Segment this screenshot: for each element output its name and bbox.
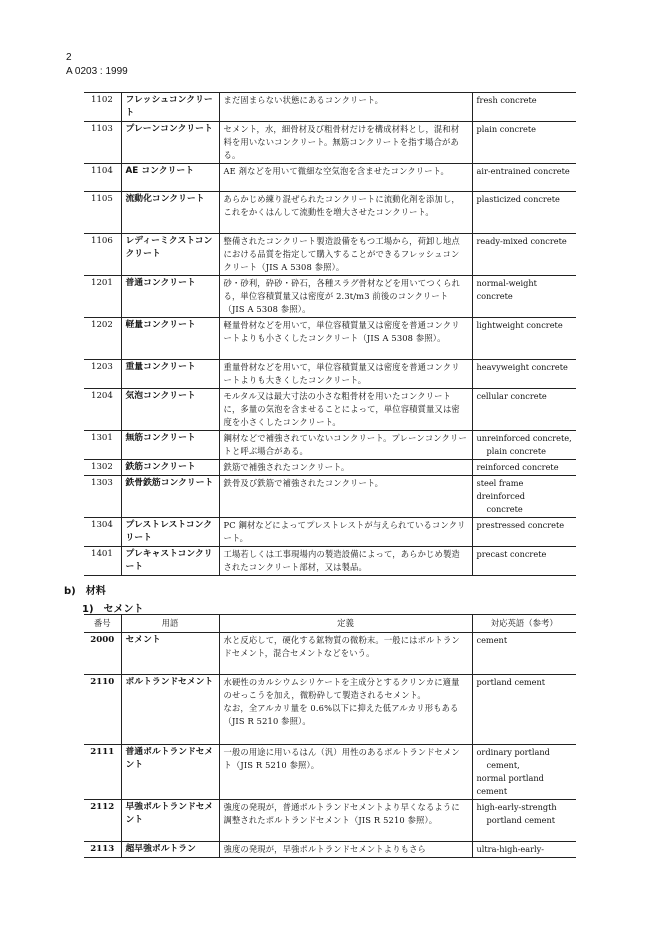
english-line: plain concrete — [476, 124, 537, 134]
term-number: 1401 — [91, 549, 113, 559]
term-english — [472, 93, 576, 122]
section-b-heading: b) 材料 — [64, 586, 106, 597]
english-line: plain concrete — [486, 446, 547, 456]
term-definition: 重量骨材などを用いて，単位容積質量又は密度を普通コンクリートよりも大きくしたコンクリート。 — [219, 360, 472, 389]
term-number: 2111 — [90, 747, 115, 757]
term-definition: PC 鋼材などによってプレストレストが与えられているコンクリート。 — [219, 518, 472, 547]
english-line: precast concrete — [476, 549, 547, 559]
table-row — [84, 460, 576, 476]
term-name: ポルトランドセメント — [121, 675, 219, 745]
term-name: 重量コンクリート — [121, 360, 219, 389]
term-definition — [219, 633, 472, 675]
english-line: ordinary portland — [476, 747, 550, 757]
term-english — [472, 192, 576, 234]
term-number: 1204 — [91, 391, 113, 401]
term-number: 1106 — [91, 236, 113, 246]
term-name: 流動化コンクリート — [121, 192, 219, 234]
term-name: プレキャストコンクリート — [121, 547, 219, 576]
term-name: プレストレストコンクリート — [121, 518, 219, 547]
term-number: 1304 — [91, 520, 113, 530]
english-line: prestressed concrete — [476, 520, 565, 530]
term-definition: 鋼材などで補強されていないコンクリート。プレーンコンクリートと呼ぶ場合がある。 — [219, 431, 472, 460]
concrete-terms-table — [84, 92, 576, 576]
term-number: 1102 — [91, 95, 113, 105]
term-definition: セメント，水，細骨材及び粗骨材だけを構成材料とし，混和材料を用いないコンクリート。無筋コンクリートを指す場合がある。 — [219, 122, 472, 164]
table-row — [84, 518, 576, 547]
term-name: 軽量コンクリート — [121, 318, 219, 360]
table-header-row — [84, 615, 576, 633]
term-number: 1303 — [91, 478, 113, 488]
term-number: 2000 — [90, 635, 115, 645]
term-definition: あらかじめ練り混ぜられたコンクリートに流動化剤を添加し，これをかくはんして流動性を増大させたコンクリート。 — [219, 192, 472, 234]
term-english — [472, 431, 576, 460]
term-english — [472, 476, 576, 518]
table-row — [84, 547, 576, 576]
term-english — [472, 518, 576, 547]
term-name: フレッシュコンクリート — [121, 93, 219, 122]
english-line: ready-mixed concrete — [476, 236, 567, 246]
term-definition: モルタル又は最大寸法の小さな粗骨材を用いたコンクリートに，多量の気泡を含ませることによって，単位容積質量又は密度を小さくしたコンクリート。 — [219, 389, 472, 431]
cement-terms-table — [84, 614, 576, 858]
english-line: reinforced concrete — [476, 462, 559, 472]
term-english — [472, 547, 576, 576]
english-line: high-early-strength — [476, 802, 557, 812]
english-line: concrete — [486, 504, 523, 514]
term-definition: 工場若しくは工事現場内の製造設備によって，あらかじめ製造されたコンクリート部材，又は製品。 — [219, 547, 472, 576]
header-number: 番号 — [93, 618, 111, 628]
english-line: heavyweight concrete — [476, 362, 568, 372]
term-definition — [219, 675, 472, 745]
english-line: lightweight concrete — [476, 320, 563, 330]
term-definition: 整備されたコンクリート製造設備をもつ工場から，荷卸し地点における品質を指定して購入することができるフレッシュコンクリート（JIS A 5308 参照）。 — [219, 234, 472, 276]
term-number: 1302 — [91, 462, 113, 472]
header-english: 対応英語（参考） — [472, 615, 576, 633]
english-line: air-entrained concrete — [476, 166, 570, 176]
english-line: cellular concrete — [476, 391, 547, 401]
term-english — [472, 633, 576, 675]
term-name: 普通ポルトランドセメント — [121, 745, 219, 800]
english-line: plasticized concrete — [476, 194, 560, 204]
term-number: 2112 — [90, 802, 115, 812]
term-english — [472, 800, 576, 842]
english-line: ultra-high-early- — [476, 844, 545, 854]
english-line: portland cement — [476, 677, 546, 687]
table-row — [84, 745, 576, 800]
term-english — [472, 122, 576, 164]
term-number: 1202 — [91, 320, 113, 330]
document-id: A 0203 : 1999 — [66, 66, 128, 77]
table-row — [84, 633, 576, 675]
table-row — [84, 192, 576, 234]
definition-paragraph: 強度の発現が，早強ポルトランドセメントよりもさら — [223, 844, 426, 854]
table-row — [84, 93, 576, 122]
table-row — [84, 389, 576, 431]
english-line: cement, — [486, 760, 520, 770]
term-number: 1203 — [91, 362, 113, 372]
term-name: セメント — [121, 633, 219, 675]
definition-paragraph: なお，全アルカリ量を 0.6%以下に抑えた低アルカリ形もある（JIS R 5210 参照）。 — [223, 703, 459, 726]
table-row — [84, 842, 576, 858]
term-english — [472, 842, 576, 858]
term-name: レディーミクストコンクリート — [121, 234, 219, 276]
term-english — [472, 389, 576, 431]
header-definition: 定義 — [219, 615, 472, 633]
table-row — [84, 318, 576, 360]
term-name: 無筋コンクリート — [121, 431, 219, 460]
term-name: AE コンクリート — [121, 164, 219, 192]
term-number: 2113 — [90, 844, 115, 854]
term-name: 早強ポルトランドセメント — [121, 800, 219, 842]
term-english — [472, 745, 576, 800]
definition-paragraph: 強度の発現が，普通ポルトランドセメントより早くなるように調整されたポルトランドセメント（JIS R 5210 参照）。 — [223, 802, 460, 825]
term-name: 鉄骨鉄筋コンクリート — [121, 476, 219, 518]
page-number: 2 — [66, 52, 72, 63]
term-english — [472, 164, 576, 192]
table-row — [84, 164, 576, 192]
english-line: cement — [476, 635, 508, 645]
term-definition — [219, 842, 472, 858]
term-definition — [219, 800, 472, 842]
english-line: steel frame dreinforced — [476, 478, 525, 501]
english-line: unreinforced concrete, — [476, 433, 572, 443]
term-definition — [219, 745, 472, 800]
header-term: 用語 — [121, 615, 219, 633]
english-line: portland cement — [486, 815, 556, 825]
term-name: 気泡コンクリート — [121, 389, 219, 431]
term-name: 普通コンクリート — [121, 276, 219, 318]
table-row — [84, 276, 576, 318]
term-definition: 軽量骨材などを用いて，単位容積質量又は密度を普通コンクリートよりも小さくしたコンクリート（JIS A 5308 参照）。 — [219, 318, 472, 360]
term-name: 鉄筋コンクリート — [121, 460, 219, 476]
table-row — [84, 431, 576, 460]
table-row — [84, 675, 576, 745]
term-name: 超早強ポルトラン — [121, 842, 219, 858]
english-line: normal portland cement — [476, 773, 544, 796]
term-number: 1103 — [91, 124, 113, 134]
term-english — [472, 675, 576, 745]
term-definition: AE 剤などを用いて微細な空気泡を含ませたコンクリート。 — [219, 164, 472, 192]
term-definition: 鉄骨及び鉄筋で補強されたコンクリート。 — [219, 476, 472, 518]
term-definition: 鉄筋で補強されたコンクリート。 — [219, 460, 472, 476]
table-row — [84, 234, 576, 276]
term-number: 2110 — [90, 677, 115, 687]
definition-paragraph: 水硬性のカルシウムシリケートを主成分とするクリンカに適量のせっこうを加え，微粉砕して製造されるセメント。 — [223, 677, 460, 700]
section-cement-heading: 1) セメント — [82, 604, 144, 615]
term-name: プレーンコンクリート — [121, 122, 219, 164]
term-definition: まだ固まらない状態にあるコンクリート。 — [219, 93, 472, 122]
term-number: 1105 — [91, 194, 113, 204]
term-english — [472, 276, 576, 318]
table-row — [84, 800, 576, 842]
term-english — [472, 460, 576, 476]
table-row — [84, 360, 576, 389]
term-number: 1301 — [91, 433, 113, 443]
table-row — [84, 476, 576, 518]
term-definition: 砂・砂利，砕砂・砕石，各種スラグ骨材などを用いてつくられる，単位容積質量又は密度が 2.3t/m3 前後のコンクリート（JIS A 5308 参照）。 — [219, 276, 472, 318]
term-number: 1201 — [91, 278, 113, 288]
english-line: fresh concrete — [476, 95, 537, 105]
term-english — [472, 234, 576, 276]
definition-paragraph: 一般の用途に用いるはん（汎）用性のあるポルトランドセメント（JIS R 5210 参照）。 — [223, 747, 460, 770]
table-row — [84, 122, 576, 164]
term-number: 1104 — [91, 166, 113, 176]
term-english — [472, 360, 576, 389]
definition-paragraph: 水と反応して，硬化する鉱物質の微粉末。一般にはポルトランドセメント，混合セメントなどをいう。 — [223, 635, 460, 658]
english-line: normal-weight concrete — [476, 278, 537, 301]
term-english — [472, 318, 576, 360]
